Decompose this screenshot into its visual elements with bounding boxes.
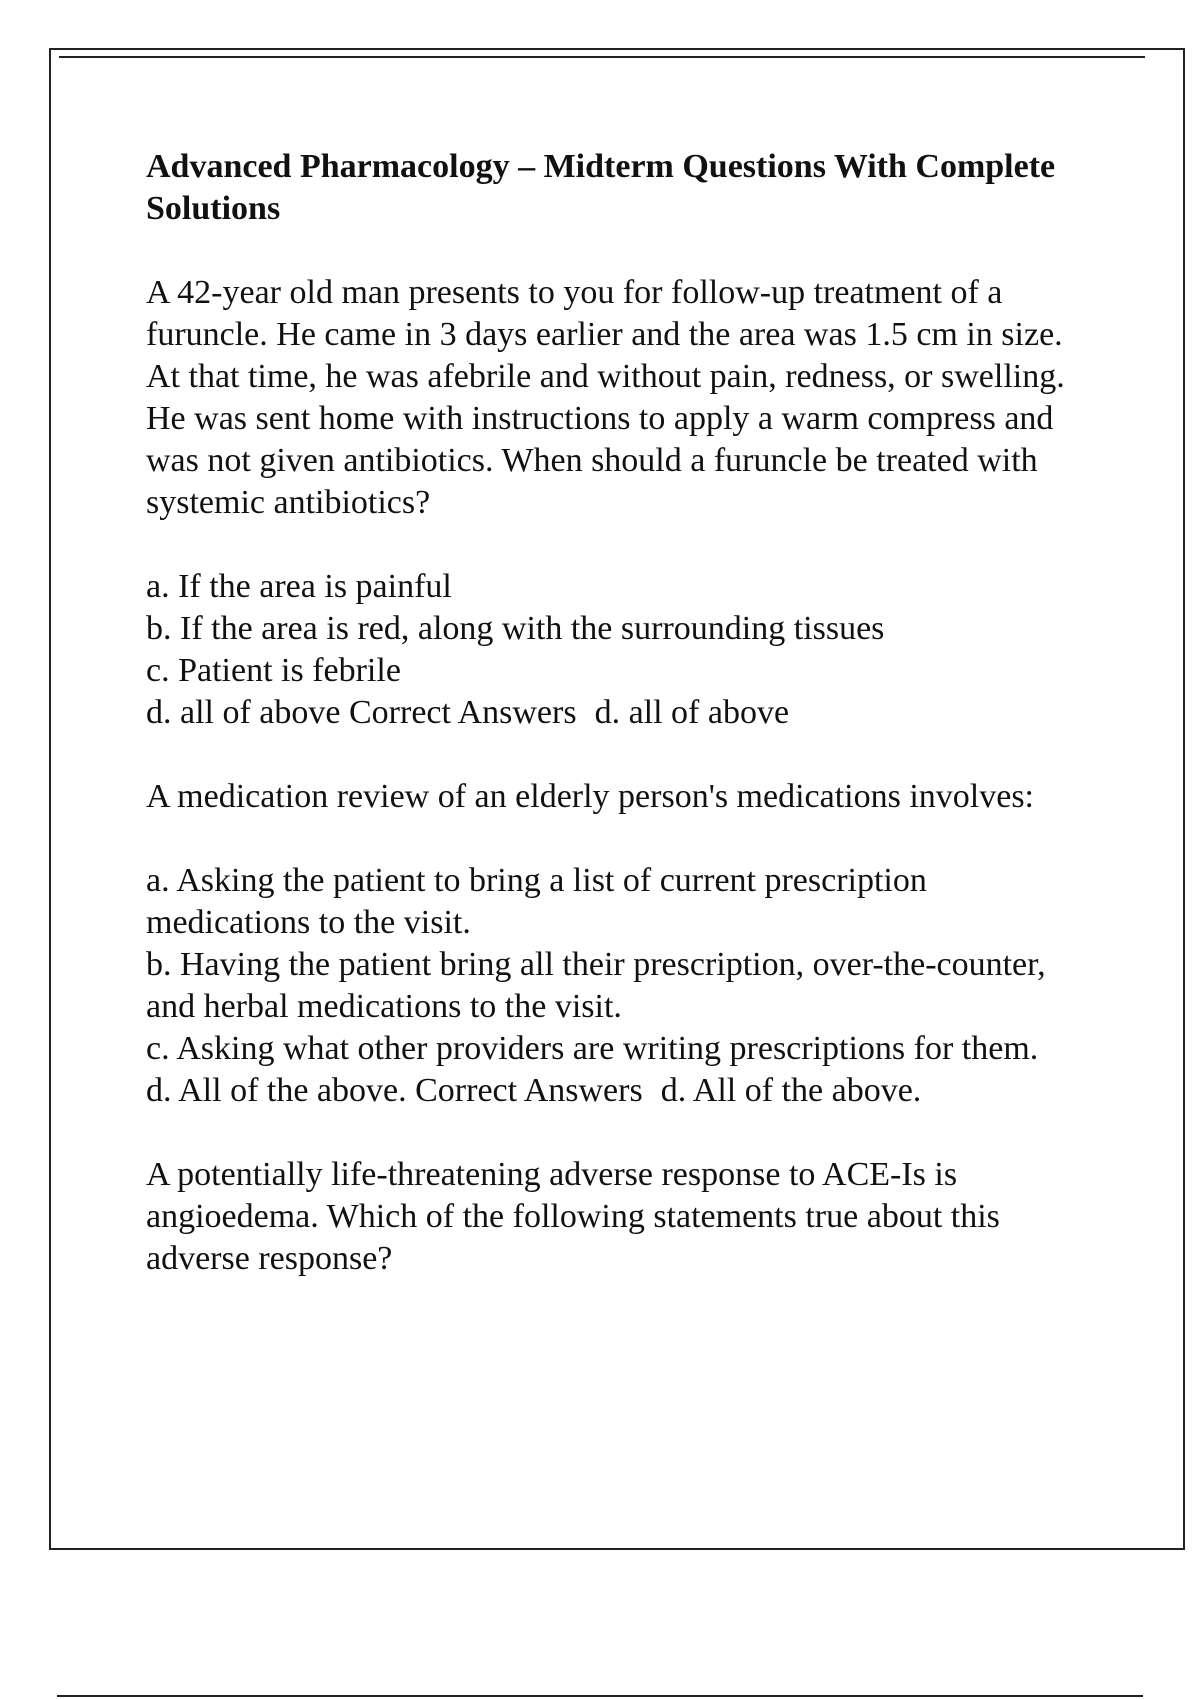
question-1-option-d-with-answer xyxy=(146,692,1086,734)
question-1-options xyxy=(146,566,1086,734)
question-2-option-b: b. Having the patient bring all their prescription, over-the-counter, and herbal medications to the visit. xyxy=(146,946,1046,1025)
question-1-text: A 42-year old man presents to you for follow-up treatment of a furuncle. He came in 3 days earlier and the area was 1.5 cm in size. At that time, he was afebrile and without pain, redness, or swelling. He was sent home with instructions to apply a warm compress and was not given antibiotics. When should a furuncle be treated with systemic antibiotics? xyxy=(146,274,1065,521)
top-rule xyxy=(59,56,1145,58)
question-2-answer-label: Correct Answers xyxy=(415,1072,643,1109)
question-1-option-b: b. If the area is red, along with the surrounding tissues xyxy=(146,610,885,647)
question-2-option-d-with-answer xyxy=(146,1070,1086,1112)
question-2-options xyxy=(146,860,1086,1112)
question-2-answer: d. All of the above. xyxy=(660,1072,922,1109)
question-2-option-a: a. Asking the patient to bring a list of current prescription medications to the visit. xyxy=(146,862,927,941)
question-1-answer-label: Correct Answers xyxy=(349,694,577,731)
question-1-option-c: c. Patient is febrile xyxy=(146,652,401,689)
question-1-option-a: a. If the area is painful xyxy=(146,568,452,605)
question-2-option-c: c. Asking what other providers are writing prescriptions for them. xyxy=(146,1030,1039,1067)
question-3-text: A potentially life-threatening adverse response to ACE-Is is angioedema. Which of the following statements true about this adverse response? xyxy=(146,1156,1000,1277)
question-1-option-d: d. all of above xyxy=(146,694,341,731)
question-2-option-d: d. All of the above. xyxy=(146,1072,407,1109)
bottom-rule xyxy=(57,1695,1143,1697)
question-1-answer: d. all of above xyxy=(594,694,790,731)
question-2-text: A medication review of an elderly person's medications involves: xyxy=(146,778,1035,815)
document-title: Advanced Pharmacology – Midterm Questions With Complete Solutions xyxy=(146,148,1056,227)
document-body xyxy=(146,146,1086,1322)
